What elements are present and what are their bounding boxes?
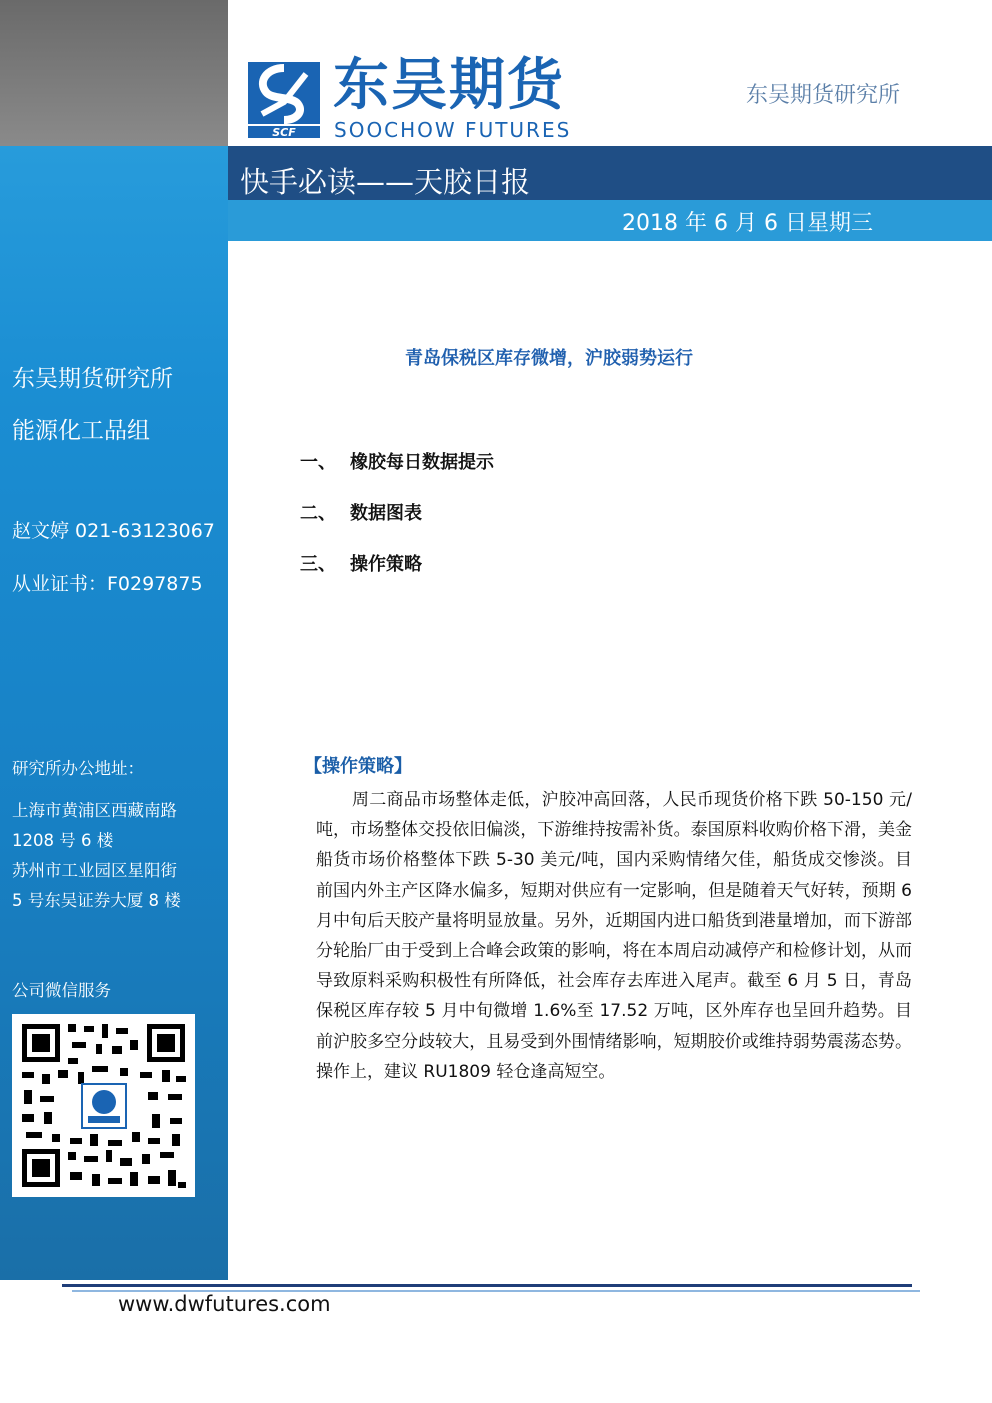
soochow-logo-icon xyxy=(248,62,320,138)
toc-number: 二、 xyxy=(300,503,336,524)
logo-english-name: SOOCHOW FUTURES xyxy=(334,118,572,142)
footer-website-link[interactable]: www.dwfutures.com xyxy=(118,1292,331,1316)
address-line: 上海市黄浦区西藏南路 xyxy=(12,801,177,820)
sidebar-institute: 东吴期货研究所 xyxy=(12,366,173,392)
toc-label: 操作策略 xyxy=(350,554,422,575)
date-band xyxy=(228,200,992,241)
report-date: 2018 年 6 月 6 日星期三 xyxy=(622,211,873,236)
sidebar-group: 能源化工品组 xyxy=(12,418,150,444)
address-line: 苏州市工业园区星阳街 xyxy=(12,861,177,880)
wechat-qr-code xyxy=(12,1014,195,1197)
toc-label: 橡胶每日数据提示 xyxy=(350,452,494,473)
headline: 青岛保税区库存微增，沪胶弱势运行 xyxy=(405,348,693,369)
qr-code-icon xyxy=(12,1014,195,1197)
address-line: 1208 号 6 楼 xyxy=(12,831,114,850)
address-label: 研究所办公地址： xyxy=(12,759,144,778)
toc-label: 数据图表 xyxy=(350,503,422,524)
report-title: 快手必读——天胶日报 xyxy=(240,165,531,199)
toc-number: 一、 xyxy=(300,452,336,473)
strategy-paragraph: 周二商品市场整体走低，沪胶冲高回落，人民币现货价格下跌 50-150 元/吨，市场整体交投依旧偏淡，下游维持按需补货。泰国原料收购价格下滑，美金船货市场价格整体下跌 5-30 美元/吨，国内采购情绪欠佳，船货成交惨淡。目前国内外主产区降水偏多，短期对供应有一定影响，但是随着天气好转，预期 6 月中旬后天胶产量将明显放量。另外，近期国内进口船货到港量增加，而下游部分轮胎厂由于受到上合峰会政策的影响，将在本周启动减停产和检修计划，从而导致原料采购积极性有所降低，社会库存去库进入尾声。截至 6 月 5 日，青岛保税区库存较 5 月中旬微增 1.6%至 17.52 万吨，区外库存也呈回升趋势。目前沪胶多空分歧较大，且易受到外围情绪影响，短期胶价或维持弱势震荡态势。操作上，建议 RU1809 轻仓逢高短空。 xyxy=(316,790,912,1082)
footer-divider xyxy=(62,1284,912,1287)
certificate-number: 从业证书：F0297875 xyxy=(12,573,203,595)
analyst-contact: 赵文婷 021-63123067 xyxy=(12,520,215,542)
logo-chinese-name: 东吴期货 xyxy=(333,53,565,118)
toc-number: 三、 xyxy=(300,554,336,575)
header-institute: 东吴期货研究所 xyxy=(746,83,901,108)
address-line: 5 号东吴证券大厦 8 楼 xyxy=(12,891,181,910)
wechat-label: 公司微信服务 xyxy=(12,981,111,1000)
toc-item xyxy=(300,499,422,525)
logo-mark-text: SCF xyxy=(272,126,296,138)
toc-item xyxy=(300,448,494,474)
strategy-heading: 【操作策略】 xyxy=(304,756,412,777)
toc-item xyxy=(300,550,422,576)
sidebar-gray-top xyxy=(0,0,228,146)
